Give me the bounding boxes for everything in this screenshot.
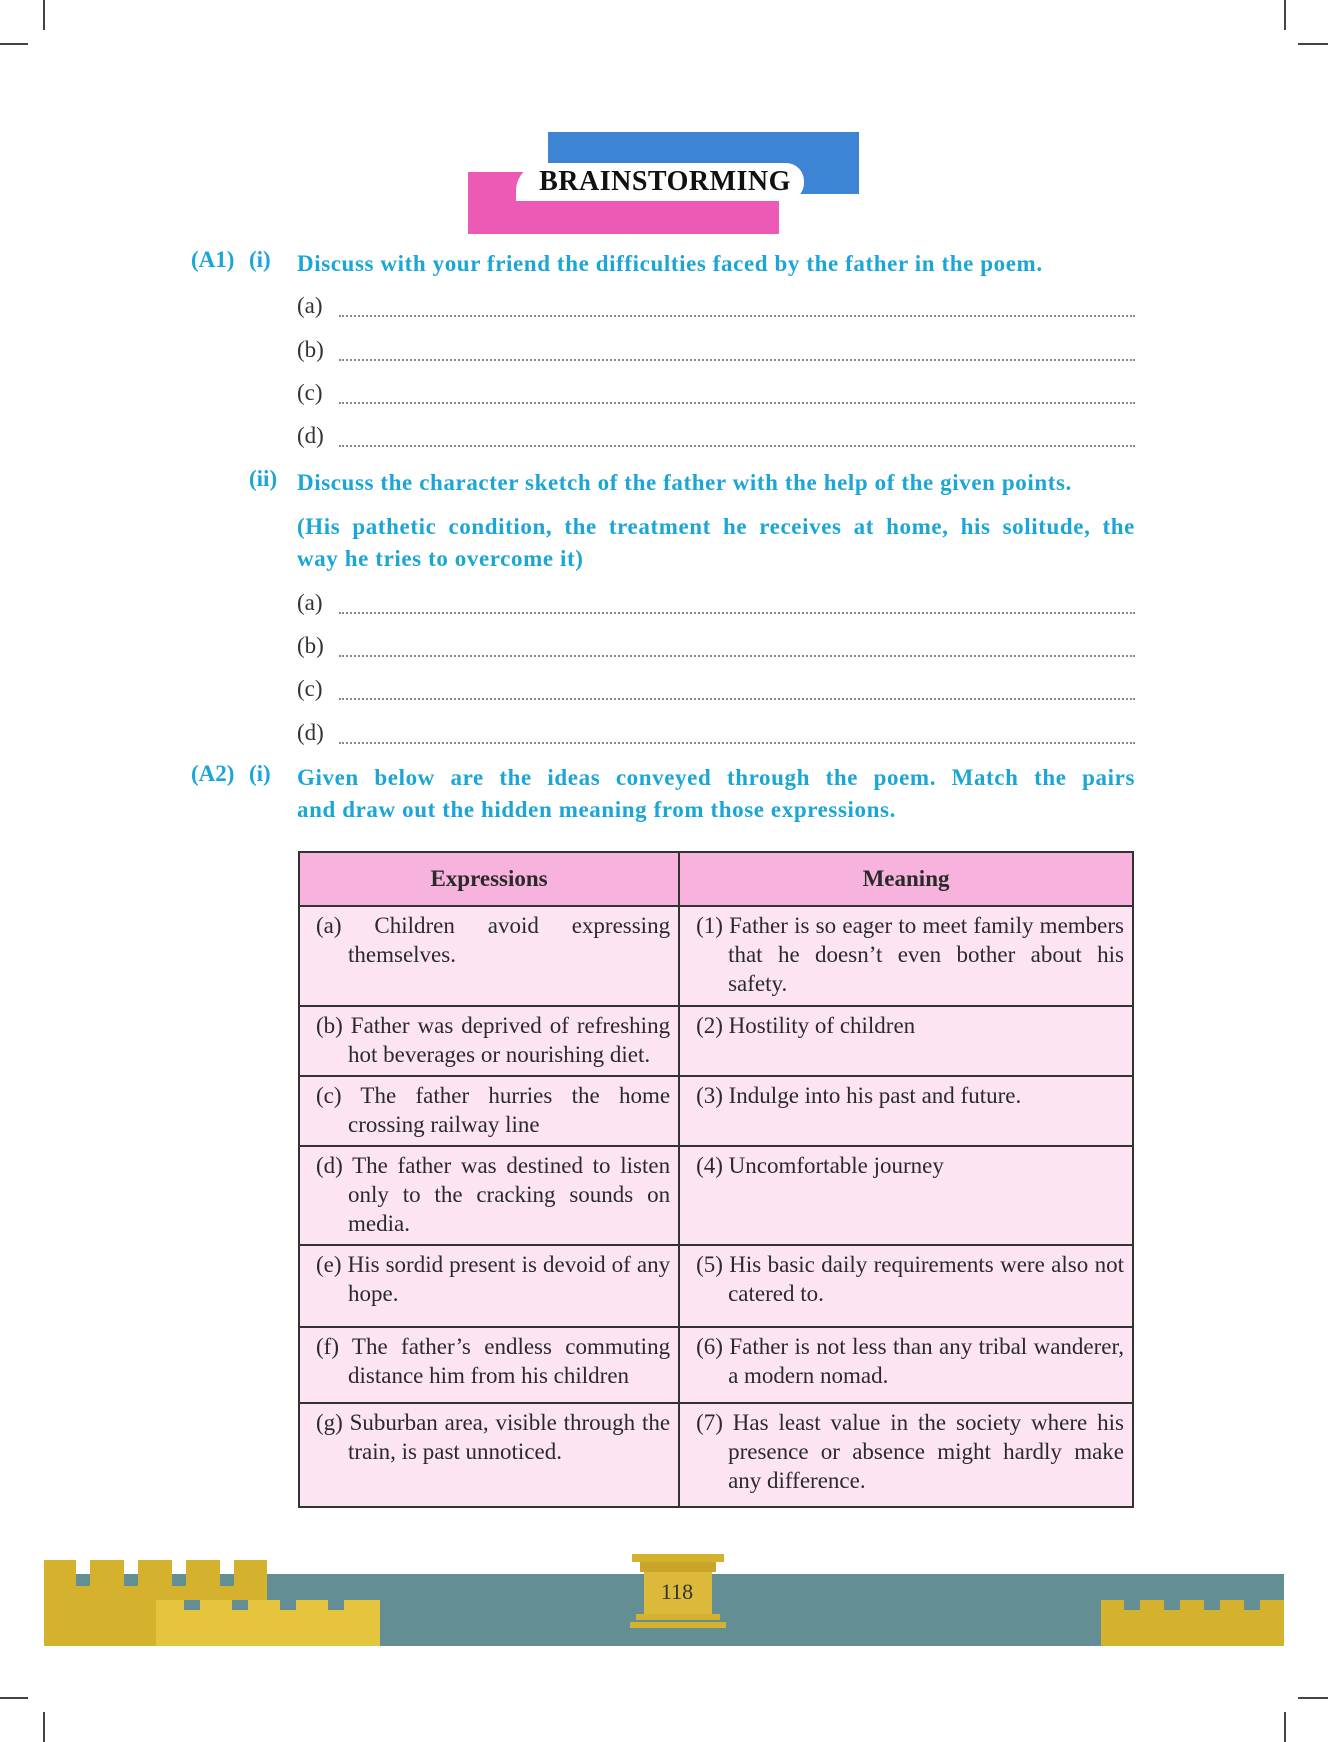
expression-cell — [299, 1076, 679, 1146]
answer-line-label: (a) — [297, 590, 323, 615]
answer-line — [297, 590, 1135, 620]
question-number-a1-i: (i) — [249, 247, 271, 272]
crop-mark — [43, 1712, 45, 1742]
table-header-row — [299, 852, 1133, 906]
meaning-cell — [679, 1076, 1133, 1146]
expression-cell — [299, 1245, 679, 1327]
expression-text: (a) Children avoid expressing themselves. — [316, 913, 671, 967]
expression-cell — [299, 1146, 679, 1245]
answer-line — [297, 676, 1135, 706]
answer-line — [297, 720, 1135, 750]
meaning-text: (3) Indulge into his past and future. — [696, 1083, 1022, 1108]
battlement-gap — [220, 1574, 234, 1586]
question-a2-i-line: and draw out the hidden meaning from those expressions. — [297, 797, 896, 822]
battlement-gap — [1244, 1600, 1260, 1610]
pedestal-base — [630, 1622, 726, 1628]
dotted-line — [339, 655, 1135, 657]
table-row — [299, 1403, 1133, 1507]
battlement-gap — [172, 1560, 186, 1574]
expression-cell — [299, 1403, 679, 1507]
match-table — [298, 851, 1134, 1508]
dotted-line — [339, 445, 1135, 447]
expression-cell — [299, 906, 679, 1006]
crop-mark — [1298, 43, 1328, 45]
answer-line — [297, 423, 1135, 453]
expression-text: (g) Suburban area, visible through the train, is past unnoticed. — [316, 1410, 671, 1464]
battlement-gap — [124, 1560, 138, 1574]
answer-line-label: (b) — [297, 633, 324, 658]
answer-line-label: (a) — [297, 293, 323, 318]
battlement-gap — [220, 1560, 234, 1574]
dotted-line — [339, 359, 1135, 361]
meaning-text: (1) Father is so eager to meet family members that he doesn’t even bother about his safety. — [696, 913, 1124, 996]
answer-line-label: (c) — [297, 676, 323, 701]
meaning-cell — [679, 1006, 1133, 1076]
dotted-line — [339, 315, 1135, 317]
battlement-gap — [1124, 1600, 1140, 1610]
expression-text: (b) Father was deprived of refreshing hot beverages or nourishing diet. — [316, 1013, 671, 1067]
meaning-cell — [679, 1403, 1133, 1507]
meaning-cell — [679, 1327, 1133, 1403]
meaning-cell — [679, 1146, 1133, 1245]
battlement-gap — [124, 1574, 138, 1586]
pedestal-cap — [640, 1562, 716, 1572]
crop-mark — [1284, 1712, 1286, 1742]
column-header-meaning: Meaning — [679, 852, 1133, 906]
table-row — [299, 906, 1133, 1006]
dotted-line — [339, 698, 1135, 700]
answer-line — [297, 337, 1135, 367]
battlement-gap — [280, 1600, 296, 1610]
battlement-gap — [328, 1600, 344, 1610]
question-a1-ii-hint-line: way he tries to overcome it) — [297, 546, 584, 571]
meaning-text: (6) Father is not less than any tribal wanderer, a modern nomad. — [696, 1334, 1124, 1388]
question-a1-ii: Discuss the character sketch of the father with the help of the given points. — [297, 470, 1072, 495]
answer-line-label: (d) — [297, 720, 324, 745]
expression-text: (d) The father was destined to listen only to the cracking sounds on media. — [316, 1153, 671, 1236]
expression-text: (c) The father hurries the home crossing railway line — [316, 1083, 671, 1137]
question-a2-i-line: Given below are the ideas conveyed through the poem. Match the pairs — [297, 765, 1135, 790]
meaning-text: (7) Has least value in the society where his presence or absence might hardly make any difference. — [696, 1410, 1124, 1493]
dotted-line — [339, 402, 1135, 404]
table-row — [299, 1006, 1133, 1076]
battlement-gap — [1164, 1600, 1180, 1610]
answer-line — [297, 633, 1135, 663]
crop-mark — [0, 43, 28, 45]
page-number: 118 — [660, 1579, 694, 1604]
dotted-line — [339, 612, 1135, 614]
meaning-cell — [679, 1245, 1133, 1327]
expression-cell — [299, 1006, 679, 1076]
question-number-a2-i: (i) — [249, 761, 271, 786]
expression-text: (f) The father’s endless commuting distance him from his children — [316, 1334, 671, 1388]
dotted-line — [339, 742, 1135, 744]
expression-text: (e) His sordid present is devoid of any hope. — [316, 1252, 671, 1306]
battlement-gap — [232, 1600, 248, 1610]
battlement-gap — [76, 1574, 90, 1586]
crop-mark — [0, 1697, 28, 1699]
meaning-cell — [679, 906, 1133, 1006]
question-label-a2: (A2) — [191, 761, 235, 786]
crop-mark — [1298, 1697, 1328, 1699]
pedestal-top — [632, 1554, 724, 1562]
battlement-gap — [1204, 1600, 1220, 1610]
battlement-gap — [76, 1560, 90, 1574]
answer-line-label: (d) — [297, 423, 324, 448]
battlement-gap — [172, 1574, 186, 1586]
meaning-text: (2) Hostility of children — [696, 1013, 916, 1038]
column-header-expressions: Expressions — [299, 852, 679, 906]
answer-line — [297, 380, 1135, 410]
question-label-a1: (A1) — [191, 247, 235, 272]
answer-line-label: (c) — [297, 380, 323, 405]
crop-mark — [1284, 0, 1286, 30]
table-row — [299, 1245, 1133, 1327]
question-a1-ii-hint-line: (His pathetic condition, the treatment he receives at home, his solitude, the — [297, 514, 1135, 539]
answer-line-label: (b) — [297, 337, 324, 362]
crop-mark — [43, 0, 45, 30]
meaning-text: (4) Uncomfortable journey — [696, 1153, 944, 1178]
question-a1-i: Discuss with your friend the difficulties faced by the father in the poem. — [297, 251, 1043, 276]
answer-line — [297, 293, 1135, 323]
meaning-text: (5) His basic daily requirements were also not catered to. — [696, 1252, 1124, 1306]
section-title: BRAINSTORMING — [539, 166, 791, 197]
expression-cell — [299, 1327, 679, 1403]
pedestal-base — [636, 1614, 720, 1620]
question-number-a1-ii: (ii) — [249, 466, 278, 491]
table-row — [299, 1327, 1133, 1403]
table-row — [299, 1076, 1133, 1146]
table-row — [299, 1146, 1133, 1245]
battlement-gap — [184, 1600, 200, 1610]
